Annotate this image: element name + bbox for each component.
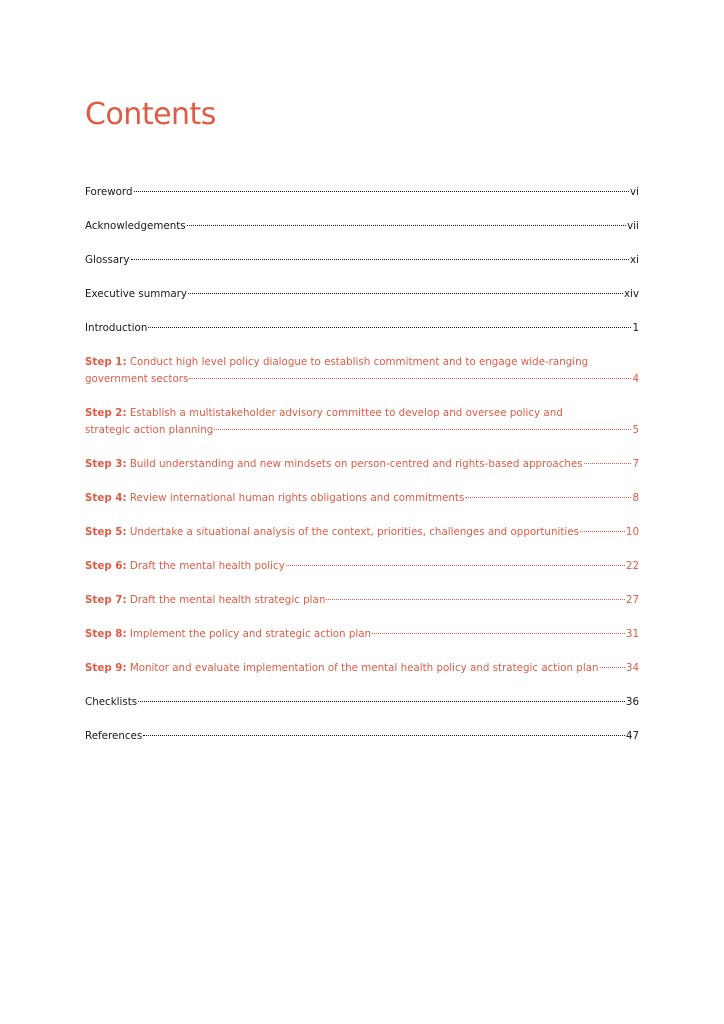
- toc-entry-text: Establish a multistakeholder advisory committee to develop and oversee policy and: [126, 407, 563, 419]
- toc-entry[interactable]: [85, 490, 639, 507]
- toc-entry-text: Conduct high level policy dialogue to establish commitment and to engage wide-ranging: [126, 356, 589, 368]
- dot-leader: [580, 531, 625, 532]
- toc-entry[interactable]: [85, 626, 639, 643]
- step-number: Step 6:: [85, 560, 127, 572]
- toc-entry[interactable]: [85, 660, 639, 677]
- page-number: xiv: [623, 288, 639, 300]
- toc-entry[interactable]: [85, 728, 639, 745]
- dot-leader: [143, 735, 625, 736]
- dot-leader: [188, 293, 623, 294]
- toc-entry-row: [85, 286, 639, 303]
- toc-entry[interactable]: [85, 558, 639, 575]
- page-number: 5: [632, 424, 639, 436]
- toc-entry-row: [85, 252, 639, 269]
- dot-leader: [286, 565, 625, 566]
- toc-entry[interactable]: [85, 456, 639, 473]
- toc-entry-label: strategic action planning: [85, 424, 214, 436]
- dot-leader: [214, 429, 631, 430]
- step-number: Step 9:: [85, 662, 127, 674]
- toc-entry-row: [85, 456, 639, 473]
- toc-entry-label: Glossary: [85, 254, 130, 266]
- dot-leader: [138, 701, 625, 702]
- toc-entry[interactable]: [85, 320, 639, 337]
- page-number: 36: [625, 696, 639, 708]
- toc-entry-row: [85, 728, 639, 745]
- dot-leader: [326, 599, 625, 600]
- toc-entry-row: [85, 371, 639, 388]
- toc-entry[interactable]: [85, 524, 639, 541]
- toc-entry-label: Step 3: Build understanding and new mindsets on person-centred and rights-based approaches: [85, 458, 583, 470]
- toc-entry-label: Step 7: Draft the mental health strategic plan: [85, 594, 326, 606]
- toc-entry-row: [85, 422, 639, 439]
- page-number: 47: [625, 730, 639, 742]
- dot-leader: [131, 259, 630, 260]
- step-number: Step 5:: [85, 526, 127, 538]
- toc-entry-label: References: [85, 730, 143, 742]
- dot-leader: [189, 378, 631, 379]
- toc-entry-row: [85, 184, 639, 201]
- page-number: 1: [632, 322, 639, 334]
- toc-entry-row: [85, 592, 639, 609]
- toc-entry-row: [85, 694, 639, 711]
- toc-entry-label: Step 8: Implement the policy and strategic action plan: [85, 628, 372, 640]
- page-number: 10: [625, 526, 639, 538]
- dot-leader: [465, 497, 631, 498]
- toc-entry-label: Acknowledgements: [85, 220, 186, 232]
- step-number: Step 8:: [85, 628, 127, 640]
- toc-entry-first-line: [85, 405, 639, 422]
- toc-entry-label: Step 5: Undertake a situational analysis of the context, priorities, challenges and opportunities: [85, 526, 579, 538]
- dot-leader: [134, 191, 630, 192]
- page-number: 4: [632, 373, 639, 385]
- step-number: Step 7:: [85, 594, 127, 606]
- toc-entry-label: government sectors: [85, 373, 189, 385]
- page-title: Contents: [85, 97, 216, 132]
- toc-entry-row: [85, 626, 639, 643]
- toc-entry-label: Checklists: [85, 696, 138, 708]
- step-number: Step 3:: [85, 458, 127, 470]
- toc-entry[interactable]: [85, 218, 639, 235]
- step-number: Step 1:: [85, 356, 127, 368]
- step-number: Step 4:: [85, 492, 127, 504]
- page-number: vii: [627, 220, 639, 232]
- page-number: 8: [632, 492, 639, 504]
- toc-entry-row: [85, 524, 639, 541]
- toc-entry-label: Executive summary: [85, 288, 187, 300]
- dot-leader: [584, 463, 632, 464]
- page-number: 27: [625, 594, 639, 606]
- step-number: Step 2:: [85, 407, 127, 419]
- toc-entry-label: Step 6: Draft the mental health policy: [85, 560, 285, 572]
- toc-entry[interactable]: [85, 694, 639, 711]
- toc-entry[interactable]: [85, 286, 639, 303]
- dot-leader: [372, 633, 625, 634]
- page-number: 34: [625, 662, 639, 674]
- page-number: xi: [630, 254, 639, 266]
- toc-entry-first-line: [85, 354, 639, 371]
- page-number: 7: [632, 458, 639, 470]
- table-of-contents: [85, 184, 639, 745]
- toc-entry-label: Foreword: [85, 186, 133, 198]
- toc-entry-row: [85, 320, 639, 337]
- toc-entry-label: Step 9: Monitor and evaluate implementation of the mental health policy and strategic action plan: [85, 662, 599, 674]
- toc-entry-row: [85, 660, 639, 677]
- toc-entry[interactable]: [85, 252, 639, 269]
- toc-entry[interactable]: [85, 405, 639, 439]
- page-number: vi: [630, 186, 639, 198]
- dot-leader: [148, 327, 631, 328]
- toc-entry[interactable]: [85, 184, 639, 201]
- toc-entry-row: [85, 558, 639, 575]
- toc-entry[interactable]: [85, 592, 639, 609]
- toc-entry-label: Step 4: Review international human rights obligations and commitments: [85, 492, 465, 504]
- page-number: 31: [625, 628, 639, 640]
- toc-entry-label: Introduction: [85, 322, 148, 334]
- dot-leader: [600, 667, 625, 668]
- dot-leader: [187, 225, 627, 226]
- page-number: 22: [625, 560, 639, 572]
- toc-entry[interactable]: [85, 354, 639, 388]
- toc-entry-row: [85, 218, 639, 235]
- toc-entry-row: [85, 490, 639, 507]
